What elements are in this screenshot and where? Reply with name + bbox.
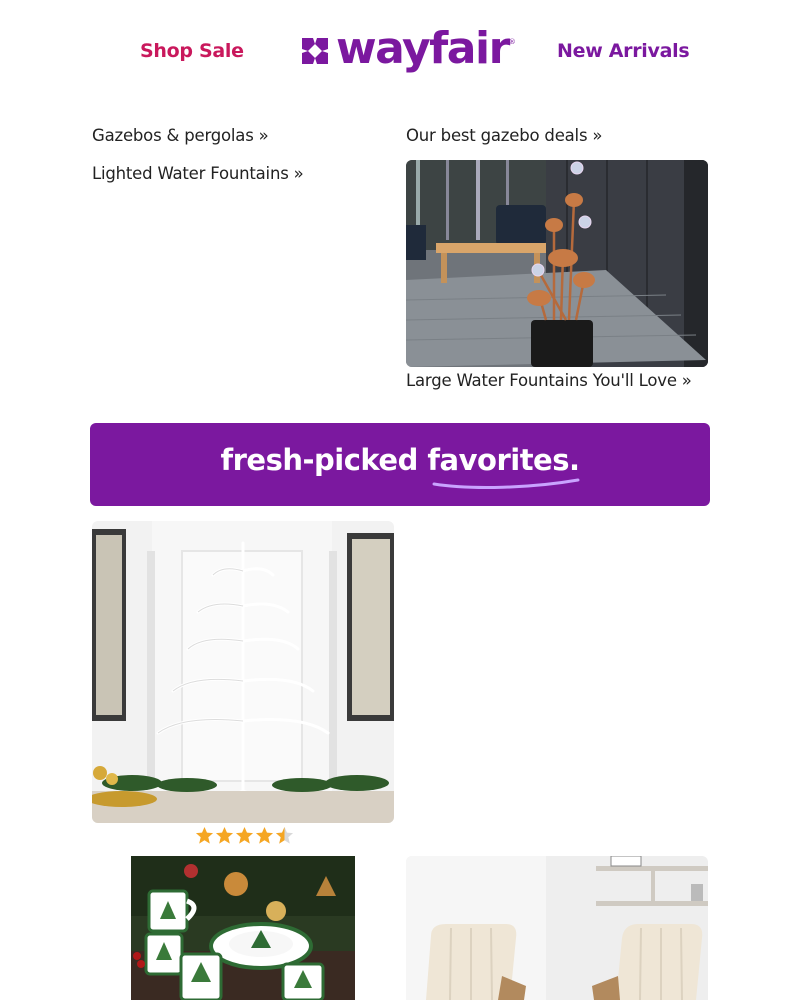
cream-chairs-image[interactable] — [406, 856, 708, 1000]
product-rating-stars — [195, 826, 294, 845]
half-star-icon — [275, 826, 294, 845]
banner-headline: fresh-picked favorites. — [220, 443, 580, 477]
email-header — [0, 0, 800, 100]
gazebo-deals-link[interactable]: Our best gazebo deals » — [406, 126, 603, 145]
lighted-water-fountains-link[interactable]: Lighted Water Fountains » — [92, 164, 304, 183]
christmas-dishware-image[interactable] — [131, 856, 355, 1000]
white-tree-image[interactable] — [92, 521, 394, 823]
christmas-dishware-illustration — [131, 856, 355, 1000]
logo-wordmark: wayfair — [336, 23, 509, 74]
registered-mark: ® — [508, 38, 516, 46]
gazebos-pergolas-link[interactable]: Gazebos & pergolas » — [92, 126, 269, 145]
water-fountain-image[interactable] — [406, 160, 708, 367]
water-fountain-illustration — [406, 160, 708, 367]
star-icon — [195, 826, 214, 845]
fresh-picked-banner[interactable] — [90, 423, 710, 506]
star-icon — [215, 826, 234, 845]
shop-sale-link[interactable]: Shop Sale — [140, 40, 244, 62]
star-icon — [235, 826, 254, 845]
new-arrivals-link[interactable]: New Arrivals — [557, 40, 690, 62]
cream-chairs-illustration — [406, 856, 708, 1000]
large-water-fountains-link[interactable]: Large Water Fountains You'll Love » — [406, 371, 692, 390]
banner-underline-squiggle — [432, 474, 582, 490]
white-tree-illustration — [92, 521, 394, 823]
wayfair-logo[interactable] — [298, 23, 516, 76]
wayfair-pinwheel-icon — [298, 34, 332, 68]
star-icon — [255, 826, 274, 845]
